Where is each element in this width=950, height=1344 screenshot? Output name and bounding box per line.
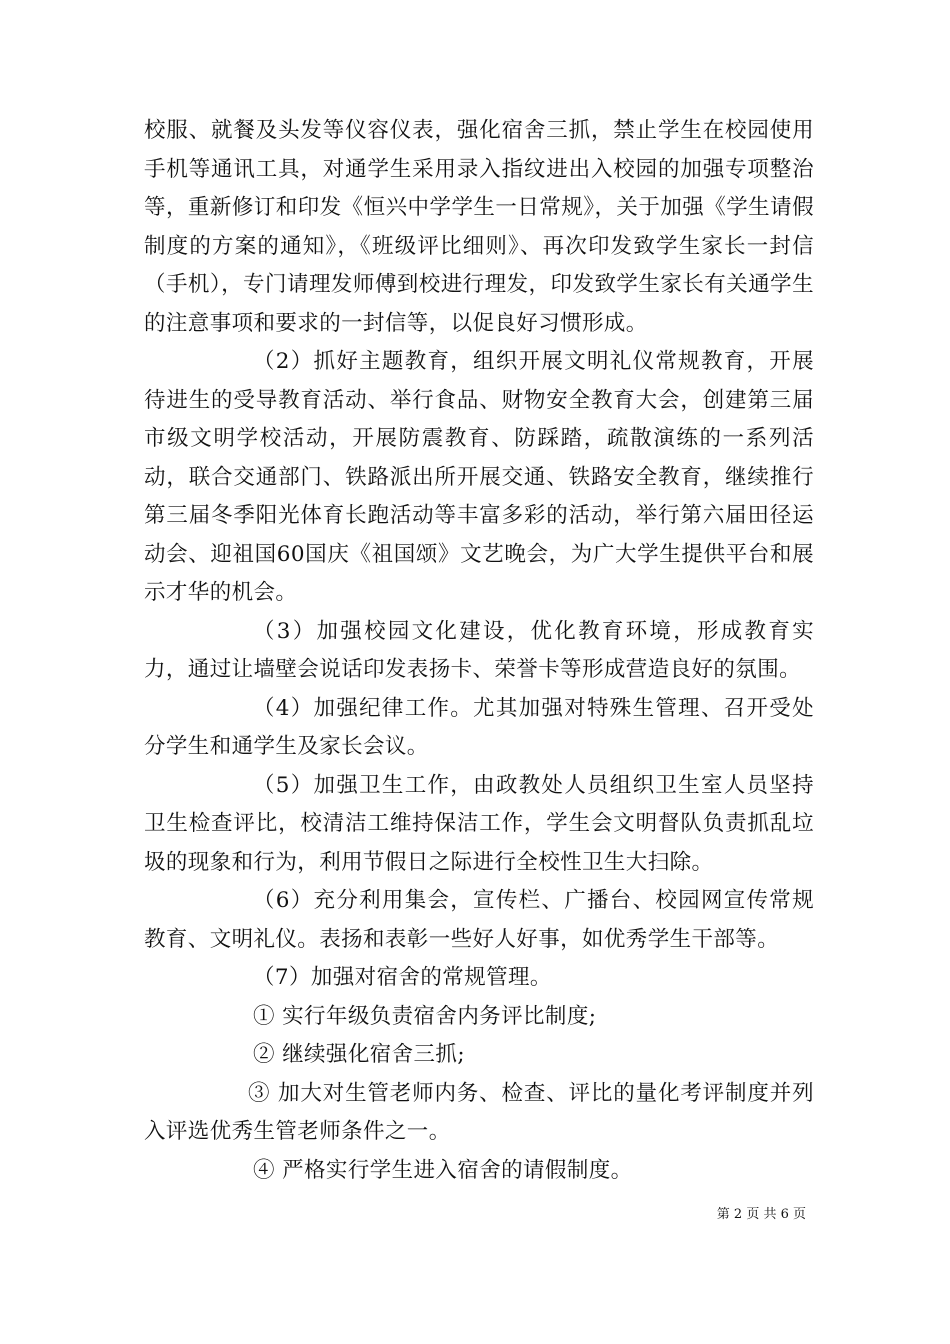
- paragraph-item-5: （5）加强卫生工作，由政教处人员组织卫生室人员坚持卫生检查评比，校清洁工维持保洁工作，学生会文明督队负责抓乱垃圾的现象和行为，利用节假日之际进行全校性卫生大扫除。: [144, 772, 814, 875]
- list-item-1: ① 实行年级负责宿舍内务评比制度;: [253, 1003, 597, 1029]
- paragraph-item-3: （3）加强校园文化建设，优化教育环境，形成教育实力，通过让墙壁会说话印发表扬卡、荣誉卡等形成营造良好的氛围。: [144, 618, 814, 682]
- document-body: [144, 112, 814, 1190]
- page-number-footer: 第 2 页 共 6 页: [716, 1207, 806, 1222]
- list-item-2: ② 继续强化宿舍三抓;: [253, 1042, 465, 1067]
- list-item-4: ④ 严格实行学生进入宿舍的请假制度。: [253, 1157, 633, 1183]
- paragraph-item-6: （6）充分利用集会，宣传栏、广播台、校园网宣传常规教育、文明礼仪。表扬和表彰一些好人好事，如优秀学生干部等。: [144, 888, 814, 952]
- paragraph-item-2: （2）抓好主题教育，组织开展文明礼仪常规教育，开展待进生的受导教育活动、举行食品、财物安全教育大会，创建第三届市级文明学校活动，开展防震教育、防踩踏，疏散演练的一系列活动，联合交通部门、铁路派出所开展交通、铁路安全教育，继续推行第三届冬季阳光体育长跑活动等丰富多彩的活动，举行第六届田径运动会、迎祖国60国庆《祖国颂》文艺晚会，为广大学生提供平台和展示才华的机会。: [144, 349, 814, 605]
- paragraph-item-4: （4）加强纪律工作。尤其加强对特殊生管理、召开受处分学生和通学生及家长会议。: [144, 695, 814, 759]
- list-item-3: ③ 加大对生管老师内务、检查、评比的量化考评制度并列入评选优秀生管老师条件之一。: [144, 1080, 814, 1144]
- paragraph-continued: 校服、就餐及头发等仪容仪表，强化宿舍三抓，禁止学生在校园使用手机等通讯工具，对通学生采用录入指纹进出入校园的加强专项整治等，重新修订和印发《恒兴中学学生一日常规》，关于加强《学生请假制度的方案的通知》，《班级评比细则》、再次印发致学生家长一封信（手机），专门请理发师傅到校进行理发，印发致学生家长有关通学生的注意事项和要求的一封信等，以促良好习惯形成。: [144, 118, 814, 336]
- paragraph-item-7: （7）加强对宿舍的常规管理。: [253, 965, 552, 990]
